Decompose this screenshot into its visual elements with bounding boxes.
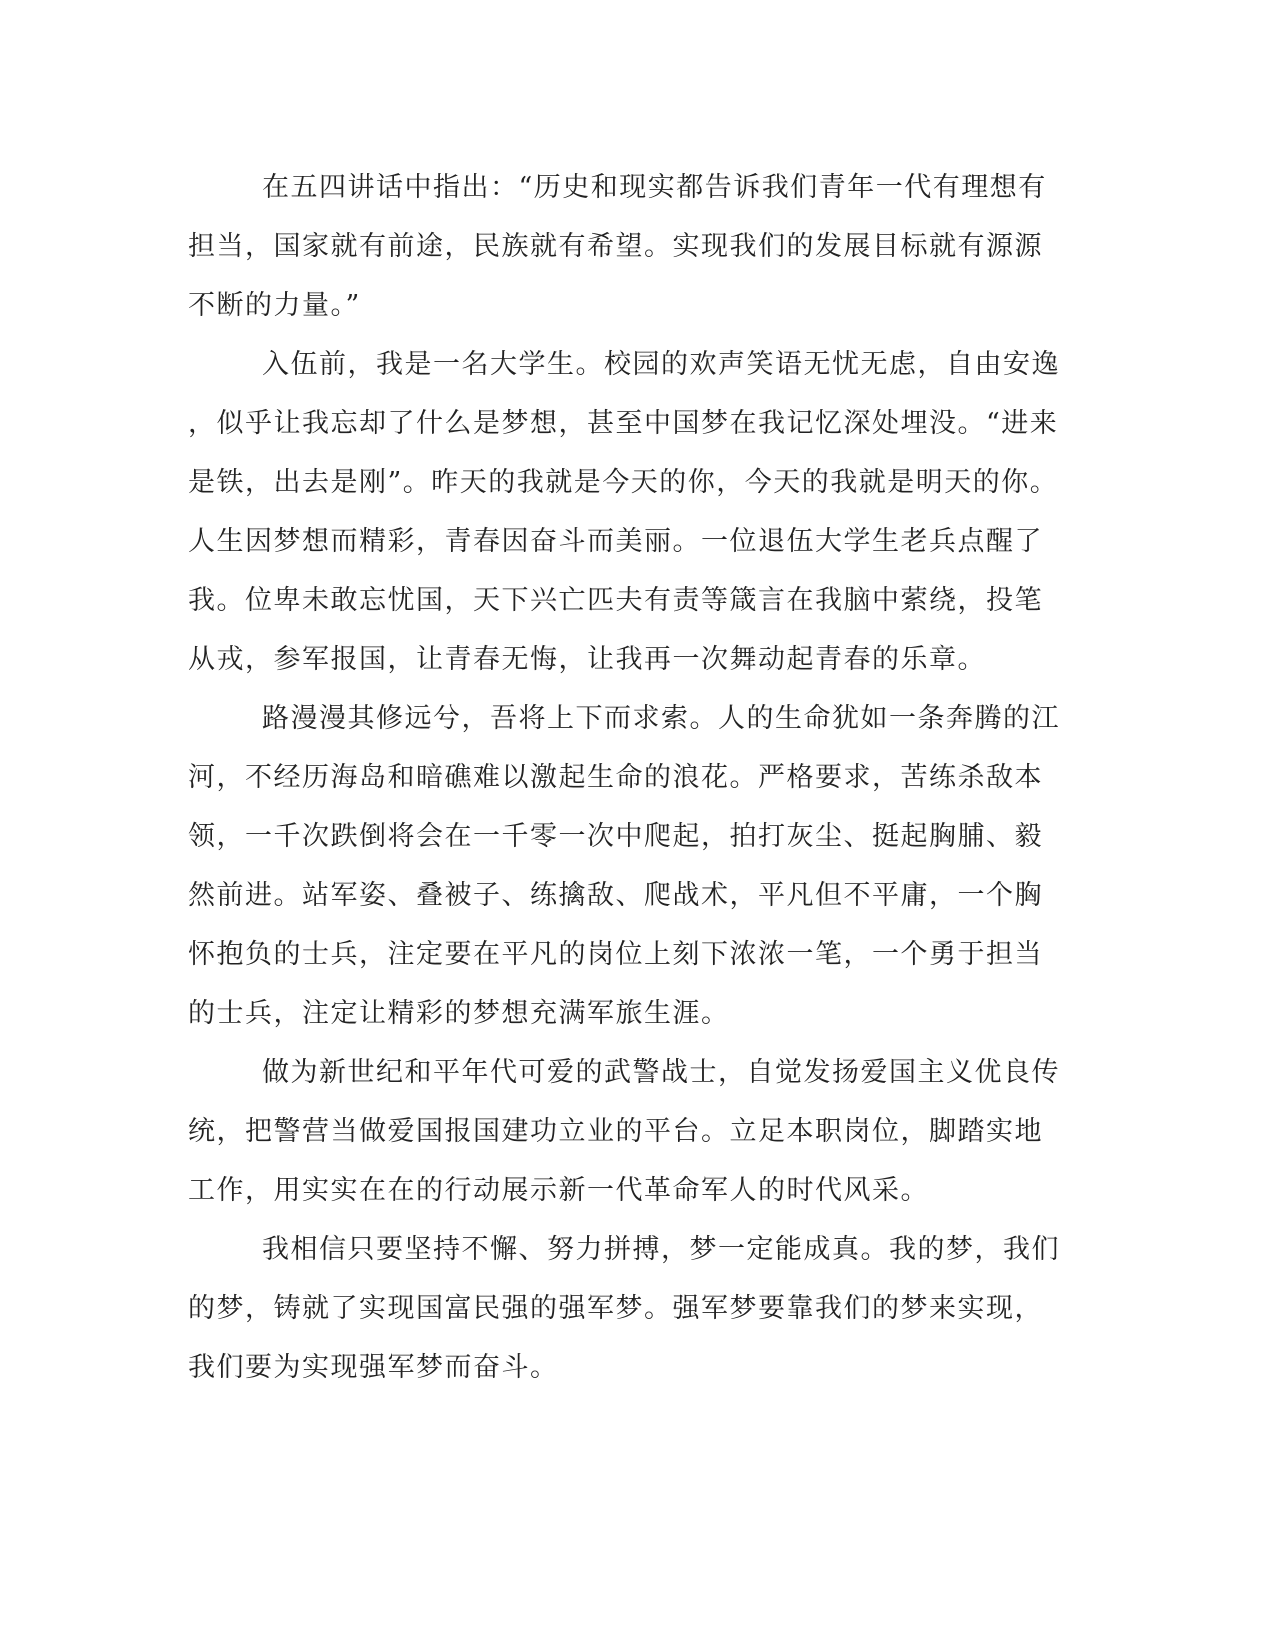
text-line: 我。位卑未敢忘忧国，天下兴亡匹夫有责等箴言在我脑中萦绕，投笔 [188,585,1043,616]
text-line: 做为新世纪和平年代可爱的武警战士，自觉发扬爱国主义优良传 [262,1057,1060,1088]
text-line: 在五四讲话中指出：“历史和现实都告诉我们青年一代有理想有 [262,172,1047,203]
paragraph-dream [188,1220,1068,1397]
text-line: 的士兵，注定让精彩的梦想充满军旅生涯。 [188,998,730,1029]
text-line: 人生因梦想而精彩，青春因奋斗而美丽。一位退伍大学生老兵点醒了 [188,526,1043,557]
text-line: 是铁，出去是刚”。昨天的我就是今天的你，今天的我就是明天的你。 [188,467,1059,498]
text-line: 担当，国家就有前途，民族就有希望。实现我们的发展目标就有源源 [188,231,1043,262]
text-line: 从戎，参军报国，让青春无悔，让我再一次舞动起青春的乐章。 [188,644,986,675]
text-line: 路漫漫其修远兮，吾将上下而求索。人的生命犹如一条奔腾的江 [262,703,1060,734]
text-line: 河，不经历海岛和暗礁难以激起生命的浪花。严格要求，苦练杀敌本 [188,762,1043,793]
text-line: 统，把警营当做爱国报国建功立业的平台。立足本职岗位，脚踏实地 [188,1116,1043,1147]
paragraph-wusi-speech [188,158,1068,335]
text-line: 工作，用实实在在的行动展示新一代革命军人的时代风采。 [188,1175,929,1206]
text-line: 领，一千次跌倒将会在一千零一次中爬起，拍打灰尘、挺起胸脯、毅 [188,821,1043,852]
text-line: 然前进。站军姿、叠被子、练擒敌、爬战术，平凡但不平庸，一个胸 [188,880,1043,911]
document-body [188,158,1068,1397]
text-line: ，似乎让我忘却了什么是梦想，甚至中国梦在我记忆深处埋没。“进来 [188,408,1059,439]
paragraph-before-enlistment [188,335,1068,689]
text-line: 怀抱负的士兵，注定要在平凡的岗位上刻下浓浓一笔，一个勇于担当 [188,939,1043,970]
text-line: 不断的力量。” [188,290,361,321]
paragraph-long-road [188,689,1068,1043]
paragraph-armed-police [188,1043,1068,1220]
text-line: 入伍前，我是一名大学生。校园的欢声笑语无忧无虑，自由安逸 [262,349,1060,380]
text-line: 我相信只要坚持不懈、努力拼搏，梦一定能成真。我的梦，我们 [262,1234,1060,1265]
text-line: 的梦，铸就了实现国富民强的强军梦。强军梦要靠我们的梦来实现， [188,1293,1043,1324]
text-line: 我们要为实现强军梦而奋斗。 [188,1352,559,1383]
